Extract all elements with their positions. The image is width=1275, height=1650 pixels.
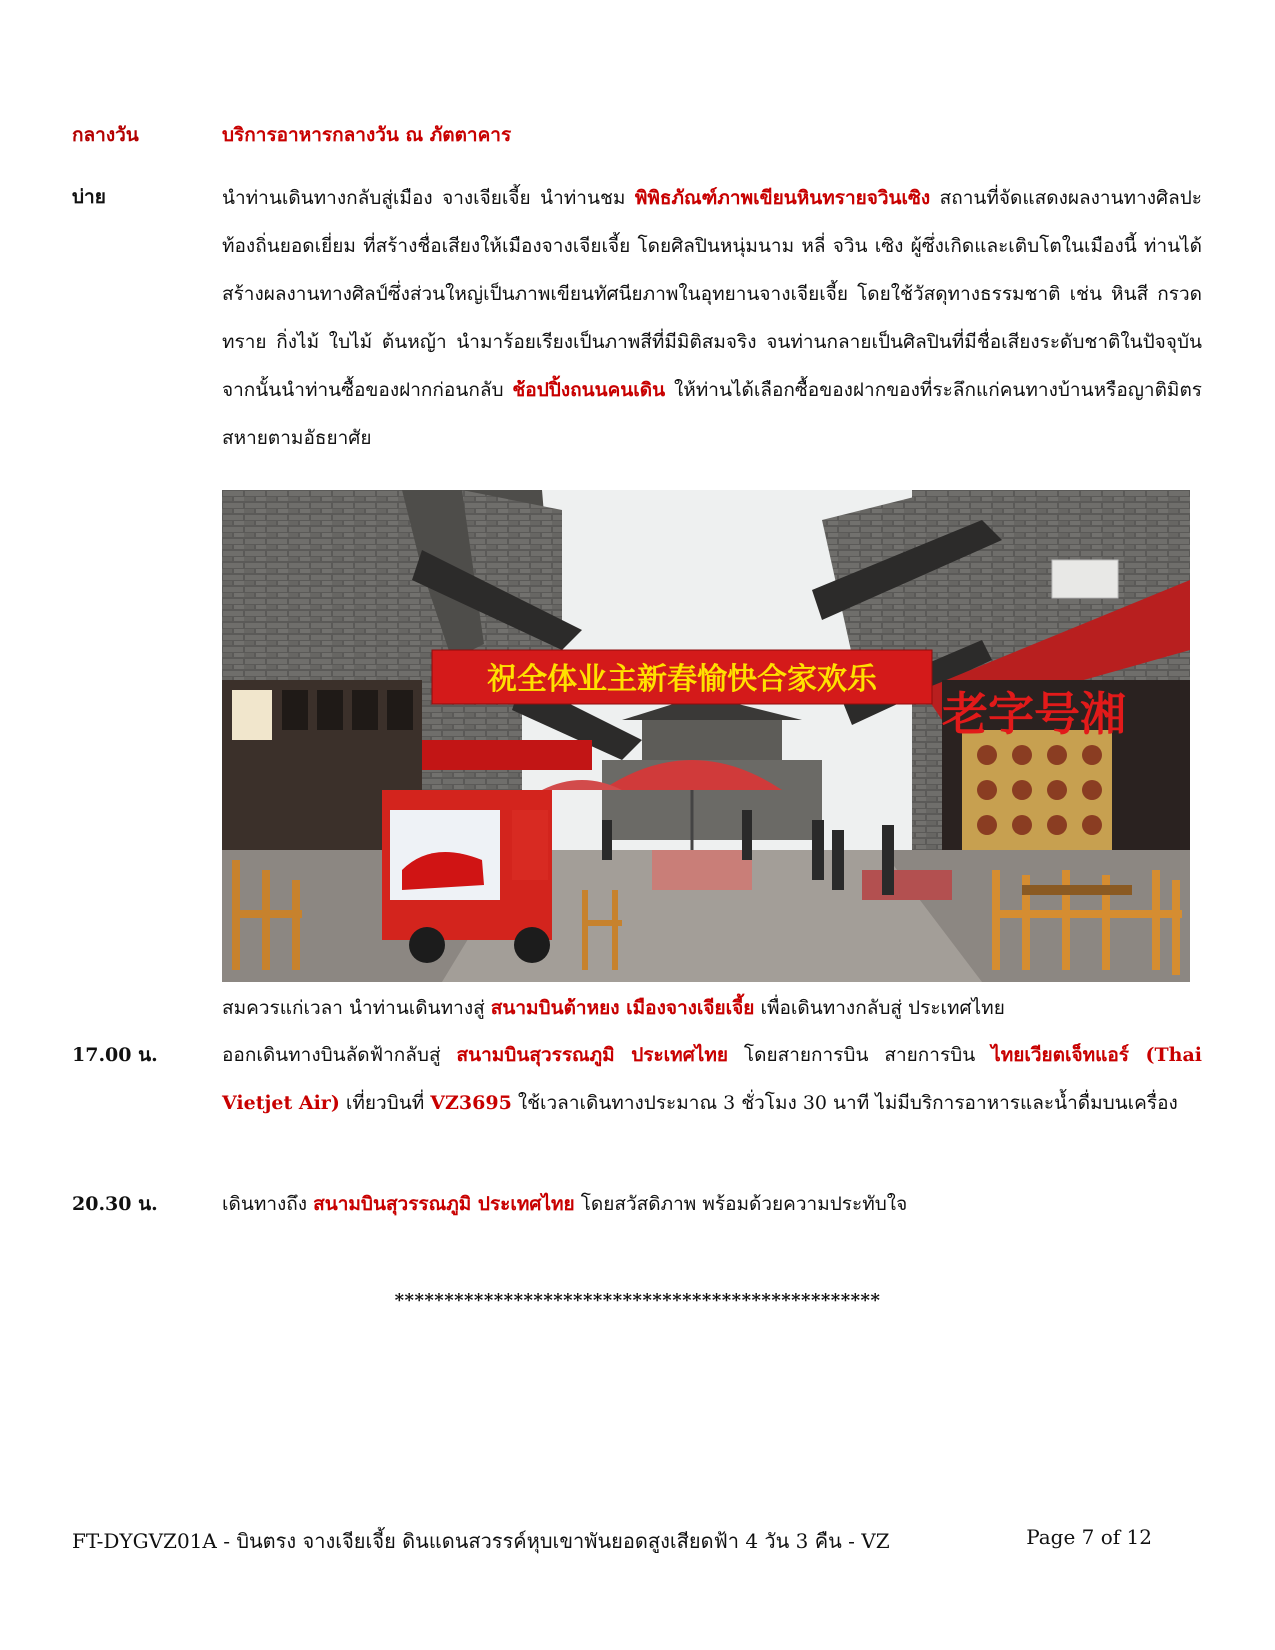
museum-highlight: พิพิธภัณฑ์ภาพเขียนหินทรายจวินเซิง [634,187,931,209]
flight-number-highlight: VZ3695 [430,1092,512,1114]
departure-text [222,1031,1202,1127]
afternoon-label: บ่าย [72,186,106,208]
afternoon-paragraph [222,174,1202,462]
departure-text-4: ใช้เวลาเดินทางประมาณ 3 ชั่วโมง 30 นาที ไม่มีบริการอาหารและน้ำดื่มบนเครื่อง [511,1092,1178,1114]
departure-text-1: ออกเดินทางบินลัดฟ้ากลับสู่ [222,1044,457,1066]
arrival-time: 20.30 น. [72,1193,158,1215]
lunch-label: กลางวัน [72,124,139,146]
arrival-airport-highlight: สนามบินสุวรรณภูมิ ประเทศไทย [313,1193,575,1215]
suvarnabhumi-highlight: สนามบินสุวรรณภูมิ ประเทศไทย [456,1044,728,1066]
departure-text-3: เที่ยวบินที่ [339,1092,431,1114]
departure-text-2: โดยสายการบิน สายการบิน [727,1044,992,1066]
street-photo [222,490,1190,982]
arrival-text-1: เดินทางถึง [222,1193,314,1215]
afternoon-text-3: ให้ท่านได้เลือกซื้อของฝากของที่ระลึกแก่คนทางบ้านหรือญาติมิตรสหายตามอัธยาศัย [222,379,1202,449]
afternoon-text-2: สถานที่จัดแสดงผลงานทางศิลปะท้องถิ่นยอดเยี่ยม ที่สร้างชื่อเสียงให้เมืองจางเจียเจี้ย โดยศิลปินหนุ่มนาม หลี่ จวิน เซิง ผู้ซึ่งเกิดและเติบโตในเมืองนี้ ท่านได้สร้างผลงานทางศิลป์ซึ่งส่วนใหญ่เป็นภาพเขียนทัศนียภาพในอุทยานจางเจียเจี้ย โดยใช้วัสดุทางธรรมชาติ เช่น หินสี กรวด ทราย กิ่งไม้ ใบไม้ ต้นหญ้า นำมาร้อยเรียงเป็นภาพสีที่มีมิติสมจริง จนท่านกลายเป็นศิลปินที่มีชื่อเสียงระดับชาติในปัจจุบัน จากนั้นนำท่านซื้อของฝากก่อนกลับ [222,187,1203,401]
airport-transfer-text [222,993,1202,1023]
footer-page-number: Page 7 of 12 [1026,1525,1152,1549]
transfer-text-1: สมควรแก่เวลา นำท่านเดินทางสู่ [222,997,491,1019]
lunch-text: บริการอาหารกลางวัน ณ ภัตตาคาร [222,124,512,146]
banner-text: 祝全体业主新春愉快合家欢乐 [487,662,877,697]
arrival-text [222,1180,1202,1228]
separator-stars: ************************************************* [394,1290,881,1311]
airline-highlight: ไทยเวียตเจ็ทแอร์ (Thai Vietjet Air) [222,1044,1202,1114]
walking-street-highlight: ช้อปปิ้งถนนคนเดิน [512,379,666,401]
transfer-text-2: เพื่อเดินทางกลับสู่ ประเทศไทย [754,997,1005,1019]
footer-program-code: FT-DYGVZ01A - บินตรง จางเจียเจี้ย ดินแดนสวรรค์หุบเขาพันยอดสูงเสียดฟ้า 4 วัน 3 คืน - VZ [72,1529,890,1553]
dayong-airport-highlight: สนามบินต้าหยง เมืองจางเจียเจี้ย [490,997,755,1019]
shop-sign-text: 老字号湘 [942,687,1126,741]
afternoon-text-1: นำท่านเดินทางกลับสู่เมือง จางเจียเจี้ย นำท่านชม [222,187,635,209]
departure-time: 17.00 น. [72,1044,158,1066]
arrival-text-2: โดยสวัสดิภาพ พร้อมด้วยความประทับใจ [574,1193,908,1215]
